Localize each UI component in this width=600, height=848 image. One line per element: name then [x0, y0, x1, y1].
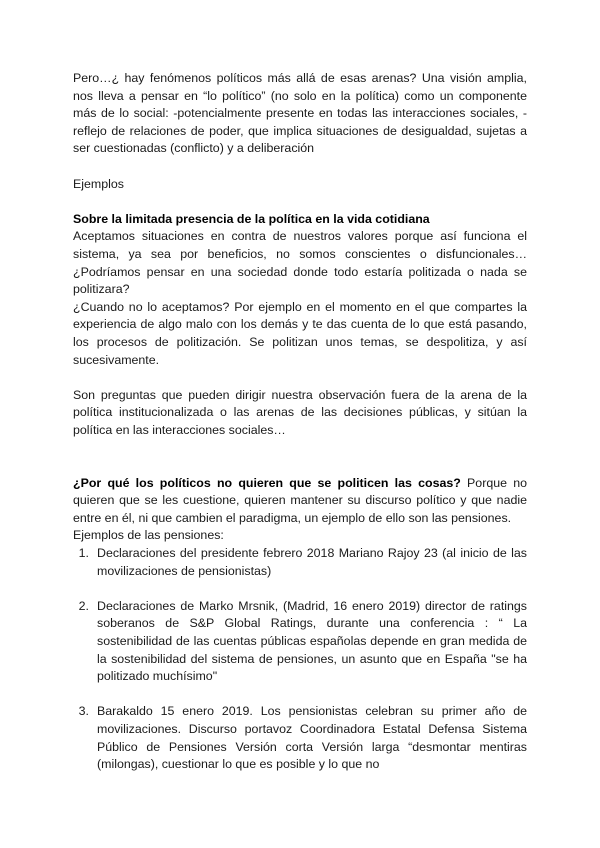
- paragraph-por-que-politicos: [73, 475, 527, 528]
- por-que-politicos-body: Porque no quieren que se les cuestione, quieren mantener su discurso político y que nadie entre en él, ni que cambien el paradigma, un ejemplo de ello son las pensiones.: [73, 475, 527, 525]
- list-item-number: 3.: [78, 704, 89, 719]
- list-item-number: 2.: [78, 598, 89, 613]
- list-item-text: Barakaldo 15 enero 2019. Los pensionistas celebran su primer año de movilizaciones. Discurso portavoz Coordinadora Estatal Defensa Sistema Público de Pensiones Versión corta Versión larga “desmontar mentiras (milongas), cuestionar lo que es posible y lo que no: [97, 704, 527, 772]
- list-item-text: Declaraciones del presidente febrero 2018 Mariano Rajoy 23 (al inicio de las movilizaciones de pensionistas): [97, 546, 527, 578]
- list-item-number: 1.: [78, 546, 89, 561]
- list-intro: Ejemplos de las pensiones:: [73, 528, 224, 543]
- paragraph-preguntas: Son preguntas que pueden dirigir nuestra observación fuera de la arena de la política institucionalizada o las arenas de las decisiones públicas, y sitúan la política en las interacciones sociales…: [73, 387, 527, 437]
- pensions-examples-list: [73, 545, 527, 774]
- document-page: [73, 70, 527, 774]
- list-item: [73, 598, 527, 686]
- list-item-text: Declaraciones de Marko Mrsnik, (Madrid, 16 enero 2019) director de ratings soberanos de S&P Global Ratings, durante una conferencia : “ La sostenibilidad de las cuentas públicas españolas depende en gran medida de la sostenibilidad del sistema de pensiones, un asunto que en España "se ha politizado muchísimo": [97, 598, 527, 684]
- paragraph-cuando: ¿Cuando no lo aceptamos? Por ejemplo en el momento en el que compartes la experiencia de algo malo con los demás y te das cuenta de lo que está pasando, los procesos de politización. Se politizan unos temas, se despolitiza, y así sucesivamente.: [73, 299, 527, 367]
- ejemplos-label: Ejemplos: [73, 176, 124, 191]
- section-heading-vida-cotidiana: [73, 211, 527, 229]
- list-item: [73, 703, 527, 773]
- list-item: [73, 545, 527, 580]
- paragraph-aceptamos: Aceptamos situaciones en contra de nuestros valores porque así funciona el sistema, ya sea por beneficios, no somos conscientes o disfuncionales… ¿Podríamos pensar en una sociedad donde todo estaría politizada o nada se politizara?: [73, 229, 527, 297]
- heading-vida-cotidiana-text: Sobre la limitada presencia de la política en la vida cotidiana: [73, 211, 430, 226]
- intro-paragraph: Pero…¿ hay fenómenos políticos más allá de esas arenas? Una visión amplia, nos lleva a pensar en “lo político” (no solo en la política) como un componente más de lo social: -potencialmente presente en todas las interacciones sociales, -reflejo de relaciones de poder, que implica situaciones de desigualdad, sujetas a ser cuestionadas (conflicto) y a deliberación: [73, 71, 527, 156]
- heading-por-que-politicos: ¿Por qué los políticos no quieren que se politicen las cosas?: [73, 475, 461, 490]
